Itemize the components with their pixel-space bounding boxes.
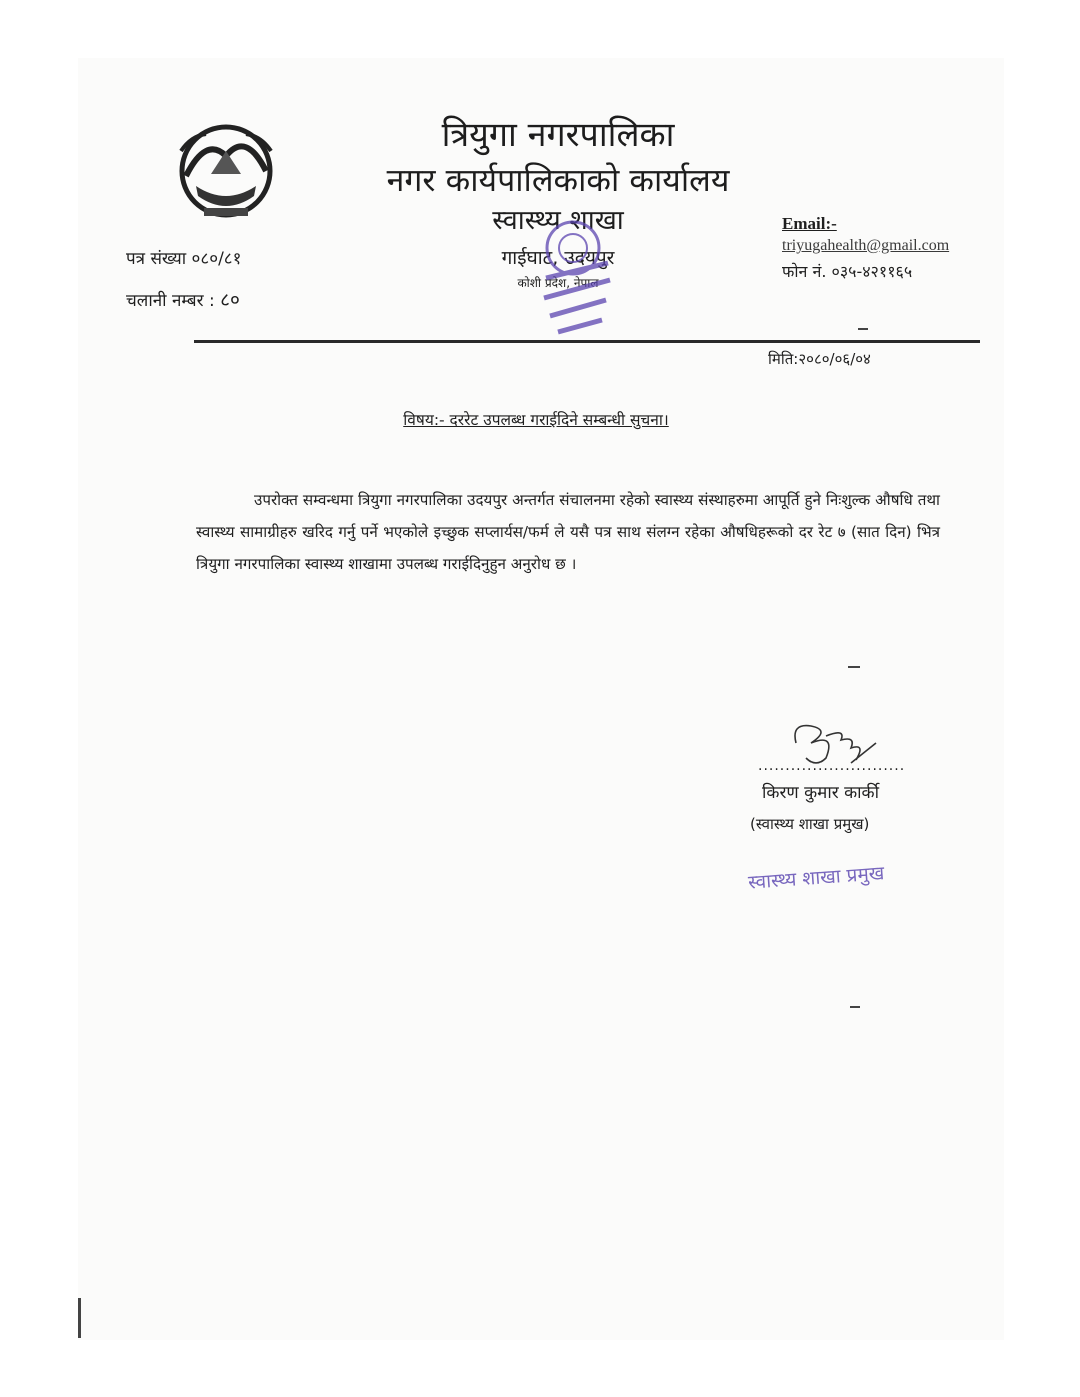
email-label: Email:- bbox=[782, 214, 837, 233]
signatory-name: किरण कुमार कार्की bbox=[762, 783, 880, 803]
scan-speck bbox=[78, 1298, 81, 1338]
office-stamp bbox=[498, 208, 648, 358]
nepal-emblem-icon bbox=[166, 116, 286, 226]
signature-line: ........................... bbox=[758, 758, 906, 774]
office-location: गाईघाट, उदयपुर bbox=[501, 247, 615, 269]
phone-number: फोन नं. ०३५-४२११६५ bbox=[782, 262, 913, 281]
scan-speck bbox=[848, 666, 860, 668]
branch-name: स्वास्थ्य शाखा bbox=[492, 205, 624, 236]
dispatch-number bbox=[126, 286, 240, 312]
dispatch-separator: : bbox=[209, 291, 221, 311]
letter-date: मिति:२०८०/०६/०४ bbox=[768, 350, 871, 368]
body-paragraph: उपरोक्त सम्वन्धमा त्रियुगा नगरपालिका उदयपुर अन्तर्गत संचालनमा रहेको स्वास्थ्य संस्थाहरुमा आपूर्ति हुने निःशुल्क औषधि तथा स्वास्थ्य सामाग्रीहरु खरिद गर्नु पर्ने भएकोले इच्छुक सप्लार्यस/फर्म ले यसै पत्र साथ संलग्न रहेका औषधिहरूको दर रेट ७ (सात दिन) भित्र त्रियुगा नगरपालिका स्वास्थ्य शाखामा उपलब्ध गराईदिनुहुन अनुरोध छ । bbox=[196, 491, 940, 573]
scan-speck bbox=[850, 1006, 860, 1008]
header-divider bbox=[194, 340, 980, 343]
scan-speck bbox=[858, 328, 868, 330]
signatory-title: (स्वास्थ्य शाखा प्रमुख) bbox=[750, 815, 870, 833]
letter-number: पत्र संख्या ०८०/८१ bbox=[126, 249, 242, 269]
municipality-name: त्रियुगा नगरपालिका bbox=[441, 115, 675, 155]
designation-stamp: स्वास्थ्य शाखा प्रमुख bbox=[747, 862, 886, 894]
dispatch-value: ८० bbox=[220, 289, 240, 311]
office-name: नगर कार्यपालिकाको कार्यालय bbox=[386, 161, 730, 199]
subject-line bbox=[78, 408, 1004, 430]
email-address[interactable]: triyugahealth@gmail.com bbox=[782, 237, 950, 254]
letter-body bbox=[196, 484, 940, 580]
dispatch-label: चलानी नम्बर bbox=[126, 291, 204, 311]
subject-text: विषय:- दररेट उपलब्ध गराईदिने सम्बन्धी सुचना। bbox=[403, 411, 669, 429]
letter-page bbox=[78, 58, 1004, 1340]
office-province: कोशी प्रदेश, नेपाल bbox=[517, 276, 599, 290]
